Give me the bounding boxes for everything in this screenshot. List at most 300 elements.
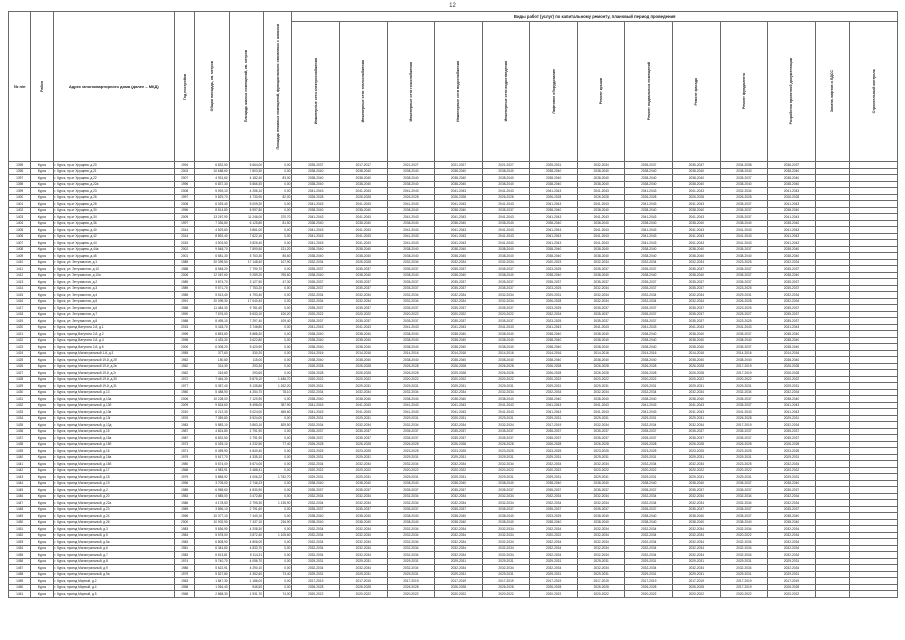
row-living-area: 7 753,20 — [229, 285, 263, 292]
row-address: г. Курск, проезд Магистральный, д.13в — [53, 409, 174, 416]
row-year: 1985 — [175, 259, 195, 266]
row-work-period: 2017-2019 — [482, 578, 530, 585]
row-work-period: 2038-2040 — [673, 220, 721, 227]
row-work-period: 2026-2028 — [482, 370, 530, 377]
row-work-period: 2038-2040 — [577, 253, 625, 260]
row-number: 1452 — [9, 532, 31, 539]
row-total-area: 4 433,30 — [195, 337, 229, 344]
row-work-period: 2038-2040 — [625, 253, 673, 260]
row-year: 1983 — [175, 493, 195, 500]
row-work-period: 2038-2040 — [577, 337, 625, 344]
row-work-period: 2020-2022 — [482, 376, 530, 383]
row-work-period: 2041-2043 — [292, 409, 340, 416]
row-work-period: 2038-2040 — [482, 253, 530, 260]
row-address: г. Курск, проезд Магистральный, д.13а — [53, 396, 174, 403]
row-work-period: 2032-2034 — [530, 545, 578, 552]
row-work-period: 2041-2043 — [577, 402, 625, 409]
row-work-period: 2035-2037 — [625, 285, 673, 292]
row-year: 1988 — [175, 305, 195, 312]
row-address: г. Курск, пр-кт Хрущева, д.36 — [53, 220, 174, 227]
row-work-period: 2038-2040 — [340, 480, 388, 487]
row-address: г. Курск, пр-кт Хрущева, д.28 — [53, 201, 174, 208]
row-work-period: 2041-2043 — [673, 233, 721, 240]
row-number: 1410 — [9, 259, 31, 266]
row-work-period: 2020-2022 — [530, 376, 578, 383]
header-num: № п/п — [9, 12, 31, 162]
row-work-period: 2041-2043 — [292, 227, 340, 234]
row-district: Курск — [31, 454, 53, 461]
row-district: Курск — [31, 467, 53, 474]
row-work-period: 2017-2019 — [768, 578, 816, 585]
row-nonliving-area: 0,00 — [264, 337, 292, 344]
row-work-period: 2032-2034 — [577, 532, 625, 539]
row-nonliving-area: 73,40 — [264, 571, 292, 578]
row-work-period: 2041-2043 — [530, 233, 578, 240]
row-work-period: 2038-2040 — [625, 513, 673, 520]
row-work-period: 2032-2034 — [387, 422, 435, 429]
row-work-period: 2032-2034 — [435, 461, 483, 468]
row-work-period: 2032-2034 — [435, 298, 483, 305]
row-living-area: 4 840,40 — [229, 448, 263, 455]
row-year: 2008 — [175, 188, 195, 195]
row-total-area: 4 529,60 — [195, 227, 229, 234]
row-district: Курск — [31, 571, 53, 578]
row-work-period: 2032-2034 — [720, 493, 768, 500]
row-work-period: 2014-2016 — [625, 350, 673, 357]
row-work-period: 2038-2040 — [482, 480, 530, 487]
row-living-area: 7 622,10 — [229, 233, 263, 240]
row-living-area: 4 833,70 — [229, 545, 263, 552]
row-work-period: 2026-2028 — [387, 584, 435, 591]
row-work-period: 2032-2034 — [435, 545, 483, 552]
row-work-period: 2026-2028 — [482, 194, 530, 201]
row-work-period: 2038-2040 — [530, 207, 578, 214]
row-nonliving-area: 1 135,90 — [264, 500, 292, 507]
row-work-period: 2026-2028 — [292, 441, 340, 448]
row-work-period: 2023-2025 — [530, 266, 578, 273]
row-work-period: 2038-2040 — [625, 207, 673, 214]
row-work-period: 2038-2040 — [292, 168, 340, 175]
row-number: 1408 — [9, 246, 31, 253]
row-work-period: 2038-2040 — [673, 246, 721, 253]
row-living-area: 4 056,70 — [229, 558, 263, 565]
row-work-period: 2041-2043 — [625, 233, 673, 240]
row-district: Курск — [31, 376, 53, 383]
row-number: 1458 — [9, 571, 31, 578]
row-work-period: 2041-2043 — [435, 188, 483, 195]
row-work-period: 2032-2034 — [625, 545, 673, 552]
row-work-period: 2035-2037 — [673, 162, 721, 169]
row-number: 1417 — [9, 305, 31, 312]
row-work-period: 2026-2028 — [625, 194, 673, 201]
row-work-period: 2038-2040 — [340, 253, 388, 260]
row-work-period: 2035-2037 — [720, 214, 768, 221]
row-year: 1983 — [175, 526, 195, 533]
row-total-area: 6 212,30 — [195, 409, 229, 416]
row-total-area: 10 377,10 — [195, 513, 229, 520]
row-address: г. Курск, ул. Энтузиастов, д.8 — [53, 318, 174, 325]
row-number: 1412 — [9, 272, 31, 279]
row-work-period: 2038-2040 — [768, 513, 816, 520]
row-total-area: 4 824,80 — [195, 428, 229, 435]
row-address: г. Курск, проезд Магистральный, д.5 — [53, 532, 174, 539]
row-year: 1979 — [175, 474, 195, 481]
row-work-period: 2041-2043 — [340, 409, 388, 416]
row-year: 1979 — [175, 571, 195, 578]
row-district: Курск — [31, 500, 53, 507]
row-work-period: 2038-2040 — [292, 513, 340, 520]
row-work-period: 2029-2031 — [387, 571, 435, 578]
row-work-period: 2029-2031 — [673, 415, 721, 422]
row-district: Курск — [31, 201, 53, 208]
row-work-period: 2032-2034 — [387, 259, 435, 266]
row-work-period: 2023-2025 — [720, 448, 768, 455]
row-address: г. Курск, проезд Мирный, д.2 — [53, 578, 174, 585]
row-work-period: 2032-2034 — [673, 539, 721, 546]
row-work-period: 2038-2040 — [482, 175, 530, 182]
row-year: 2000 — [175, 519, 195, 526]
row-living-area: 4 806,00 — [229, 539, 263, 546]
row-number: 1440 — [9, 454, 31, 461]
row-work-period: 2041-2043 — [625, 240, 673, 247]
row-work-period: 2041-2043 — [768, 240, 816, 247]
row-work-period: 2032-2034 — [340, 389, 388, 396]
row-living-area: 2 791,90 — [229, 435, 263, 442]
row-work-period: 2038-2040 — [768, 272, 816, 279]
row-work-period: 2038-2040 — [530, 357, 578, 364]
row-work-period: 2032-2034 — [673, 500, 721, 507]
row-work-period: 2029-2028 — [435, 370, 483, 377]
row-nonliving-area: 370,70 — [264, 214, 292, 221]
row-work-period: 2032-2034 — [340, 565, 388, 572]
row-district: Курск — [31, 318, 53, 325]
header-work-label: Инженерные сети газоснабжения — [408, 61, 413, 122]
row-address: г. Курск, проезд Магистральный, д.26 — [53, 519, 174, 526]
row-district: Курск — [31, 584, 53, 591]
row-work-period: 2038-2040 — [625, 480, 673, 487]
header-work-label: Ремонт подвальных помещений — [646, 62, 651, 121]
row-work-period: 2038-2040 — [577, 396, 625, 403]
row-district: Курск — [31, 526, 53, 533]
row-work-period: 2014-2016 — [340, 350, 388, 357]
row-number: 1403 — [9, 214, 31, 221]
row-address: г. Курск, проезд Магистральный, д.13 — [53, 389, 174, 396]
row-work-period: 2029-2031 — [530, 558, 578, 565]
row-address: г. Курск, проезд Ватутина 2-й, д.4 — [53, 337, 174, 344]
row-year: 1968 — [175, 591, 195, 598]
row-work-period: 2038-2040 — [530, 331, 578, 338]
row-work-period: 2041-2043 — [625, 402, 673, 409]
row-work-period: 2041-2043 — [577, 201, 625, 208]
row-nonliving-area: 0,00 — [264, 188, 292, 195]
row-work-period: 2035-2037 — [673, 506, 721, 513]
row-work-period: 2026-2028 — [340, 194, 388, 201]
row-work-period: 2038-2040 — [435, 480, 483, 487]
row-nonliving-area: 0,00 — [264, 285, 292, 292]
row-year: 1986 — [175, 500, 195, 507]
row-address: г. Курск, пр-кт Хрущева, д.30 — [53, 207, 174, 214]
row-work-period: 2035-2037 — [720, 513, 768, 520]
row-year: 2006 — [175, 396, 195, 403]
header-year — [175, 12, 195, 162]
row-work-period: 2035-2037 — [720, 201, 768, 208]
row-work-period: 2029-2031 — [435, 558, 483, 565]
row-work-empty — [815, 591, 849, 598]
row-work-period: 2020-2022 — [530, 532, 578, 539]
row-work-period: 2017-2017 — [340, 162, 388, 169]
row-district: Курск — [31, 324, 53, 331]
row-work-period: 2020-2022 — [530, 467, 578, 474]
row-work-period: 2041-2043 — [625, 227, 673, 234]
row-living-area: 5 135,80 — [229, 383, 263, 390]
row-work-period: 2029-2031 — [577, 474, 625, 481]
row-work-period: 2038-2040 — [482, 396, 530, 403]
row-work-period: 2029-2031 — [292, 571, 340, 578]
row-work-period: 2029-2031 — [340, 383, 388, 390]
row-year: 1972 — [175, 376, 195, 383]
row-living-area: 5 664,00 — [229, 162, 263, 169]
row-work-period: 2038-2040 — [292, 396, 340, 403]
row-total-area: 6 613,81 — [195, 552, 229, 559]
row-work-period: 2038-2040 — [482, 344, 530, 351]
row-address: г. Курск, проезд Ватутина 2-й, д.1 — [53, 324, 174, 331]
row-total-area: 8 892,40 — [195, 233, 229, 240]
row-work-period: 2038-2040 — [387, 337, 435, 344]
row-work-period: 2038-2040 — [577, 175, 625, 182]
row-work-period: 2020-2022 — [530, 591, 578, 598]
row-work-period: 2038-2040 — [577, 480, 625, 487]
row-work-period: 2038-2040 — [625, 272, 673, 279]
row-work-period: 2026-2028 — [340, 259, 388, 266]
row-year: 2015 — [175, 240, 195, 247]
header-work-label: Инженерные сети теплоснабжения — [361, 60, 366, 123]
row-work-period: 2029-2031 — [482, 571, 530, 578]
header-living-area-label: Площадь жилых помещений, кв. метров — [244, 50, 249, 123]
row-address: г. Курск, проезд Магистральный, д.9 — [53, 565, 174, 572]
row-living-area: 3 748,80 — [229, 324, 263, 331]
row-year: 1996 — [175, 513, 195, 520]
row-year: 2010 — [175, 409, 195, 416]
row-district: Курск — [31, 194, 53, 201]
row-address: г. Курск, проезд Магистральный, д.23 — [53, 506, 174, 513]
row-nonliving-area: 109,40 — [264, 318, 292, 325]
row-work-period: 2038-2040 — [387, 480, 435, 487]
row-year: 2015 — [175, 324, 195, 331]
row-address: г. Курск, проезд Магистральный, д.24 — [53, 513, 174, 520]
row-work-period: 2032-2034 — [673, 545, 721, 552]
header-total-area — [195, 12, 229, 162]
row-total-area: 6 832,50 — [195, 435, 229, 442]
row-work-period: 2038-2040 — [720, 357, 768, 364]
row-work-period: 2029-2031 — [340, 571, 388, 578]
row-district: Курск — [31, 175, 53, 182]
row-nonliving-area: 74,00 — [264, 591, 292, 598]
row-work-period: 2038-2040 — [577, 357, 625, 364]
row-address: г. Курск, проезд Магистральный, д.19 — [53, 480, 174, 487]
row-work-period: 2032-2034 — [340, 526, 388, 533]
row-work-period: 2041-2043 — [577, 233, 625, 240]
row-nonliving-area: 0,00 — [264, 558, 292, 565]
row-nonliving-area: 0,00 — [264, 331, 292, 338]
row-nonliving-area: 0,00 — [264, 578, 292, 585]
row-work-period: 2038-2040 — [530, 175, 578, 182]
row-work-period: 2038-2040 — [577, 220, 625, 227]
row-nonliving-area: 0,00 — [264, 565, 292, 572]
row-work-period: 2038-2040 — [720, 337, 768, 344]
row-nonliving-area: 465,60 — [264, 409, 292, 416]
row-work-period: 2026-2028 — [435, 194, 483, 201]
row-work-period: 2032-2034 — [625, 422, 673, 429]
row-number: 1404 — [9, 220, 31, 227]
row-work-period: 2038-2040 — [720, 168, 768, 175]
header-work-1 — [340, 22, 388, 162]
row-work-period: 2041-2043 — [768, 233, 816, 240]
row-work-period: 2035-2037 — [625, 162, 673, 169]
row-living-area: 9 289,20 — [229, 272, 263, 279]
row-work-period: 2014-2016 — [435, 350, 483, 357]
row-year: 2014 — [175, 227, 195, 234]
header-work-11 — [815, 22, 849, 162]
row-work-period: 2035-2037 — [673, 266, 721, 273]
row-year: 1991 — [175, 298, 195, 305]
row-work-period: 2032-2034 — [720, 545, 768, 552]
row-work-period: 2026-2028 — [292, 363, 340, 370]
row-year: 1968 — [175, 467, 195, 474]
row-work-period: 2026-2028 — [577, 441, 625, 448]
header-work-label: Ремонт фасада — [694, 77, 699, 106]
row-nonliving-area: 78,10 — [264, 389, 292, 396]
row-work-period: 2032-2034 — [292, 422, 340, 429]
row-work-period: 2035-2037 — [720, 487, 768, 494]
row-total-area: 7 576,00 — [195, 311, 229, 318]
row-work-period: 2029-2031 — [720, 571, 768, 578]
header-work-label: Инженерные сети водоотведения — [503, 61, 508, 122]
row-address: г. Курск, ул. Энтузиастов, д.6 — [53, 305, 174, 312]
row-work-period: 2035-2037 — [673, 311, 721, 318]
row-work-period: 2029-2031 — [625, 383, 673, 390]
header-work-12 — [850, 22, 898, 162]
header-work-7 — [625, 22, 673, 162]
row-work-period: 2026-2028 — [530, 584, 578, 591]
row-work-period: 2041-2043 — [387, 214, 435, 221]
row-work-period: 2041-2043 — [530, 201, 578, 208]
row-nonliving-area: 1 486,70 — [264, 376, 292, 383]
row-nonliving-area: 1 262,20 — [264, 383, 292, 390]
row-address: г. Курск, проезд Магистральный 19-й, д.2г — [53, 370, 174, 377]
overhaul-schedule-table — [8, 11, 898, 598]
row-work-period: 2032-2034 — [577, 565, 625, 572]
row-work-period: 2032-2034 — [435, 526, 483, 533]
row-work-period: 2038-2040 — [387, 519, 435, 526]
row-work-period: 2032-2034 — [673, 565, 721, 572]
row-work-period: 2017-2019 — [720, 584, 768, 591]
row-total-area: 9 818,60 — [195, 402, 229, 409]
row-nonliving-area: 0,00 — [264, 552, 292, 559]
row-work-period: 2041-2043 — [673, 227, 721, 234]
row-work-period: 2032-2034 — [768, 259, 816, 266]
row-work-period: 2034-2038 — [720, 162, 768, 169]
row-nonliving-area: 0,00 — [264, 454, 292, 461]
row-work-period: 2032-2034 — [625, 493, 673, 500]
row-number: 1419 — [9, 318, 31, 325]
row-address: г. Курск, проезд Магистральный 19-й, д.30 — [53, 376, 174, 383]
row-work-period: 2032-2034 — [530, 311, 578, 318]
row-work-period: 2038-2040 — [530, 396, 578, 403]
row-nonliving-area: 765,60 — [264, 272, 292, 279]
row-work-period: 2032-2034 — [435, 539, 483, 546]
row-work-period: 2035-2037 — [530, 428, 578, 435]
row-work-period: 2038-2040 — [577, 207, 625, 214]
row-work-period: 2026-2028 — [387, 194, 435, 201]
row-living-area: 5 866,30 — [229, 181, 263, 188]
row-work-period: 2035-2037 — [435, 285, 483, 292]
row-work-period: 2038-2040 — [340, 344, 388, 351]
row-work-period: 2035-2037 — [720, 175, 768, 182]
row-work-period: 2038-2040 — [292, 357, 340, 364]
row-living-area: 7 297,40 — [229, 318, 263, 325]
row-work-period: 2032-2034 — [720, 500, 768, 507]
row-address: г. Курск, ул. Энтузиастов, д.1 — [53, 259, 174, 266]
row-work-period: 2041-2043 — [292, 240, 340, 247]
row-work-period: 2020-2022 — [435, 376, 483, 383]
row-living-area: 1 186,00 — [229, 578, 263, 585]
row-work-period: 2038-2040 — [768, 396, 816, 403]
row-work-period: 2032-2034 — [577, 493, 625, 500]
row-work-period: 2041-2043 — [387, 409, 435, 416]
row-district: Курск — [31, 370, 53, 377]
row-work-period: 2035-2037 — [340, 266, 388, 273]
row-work-period: 2038-2040 — [435, 272, 483, 279]
header-work-4 — [482, 22, 530, 162]
row-work-period: 2032-2034 — [673, 389, 721, 396]
row-work-period: 2029-2031 — [625, 474, 673, 481]
row-number: 1422 — [9, 337, 31, 344]
row-work-period: 2041-2043 — [530, 402, 578, 409]
row-work-period: 2038-2040 — [577, 519, 625, 526]
row-work-period: 2026-2028 — [340, 441, 388, 448]
row-work-period: 2020-2022 — [292, 376, 340, 383]
row-work-period: 2032-2034 — [482, 259, 530, 266]
row-total-area: 5 858,92 — [195, 474, 229, 481]
row-number: 1446 — [9, 493, 31, 500]
row-work-period: 2032-2034 — [340, 461, 388, 468]
row-work-period: 2038-2040 — [673, 480, 721, 487]
row-work-period: 2021-2027 — [387, 162, 435, 169]
row-work-period: 2032-2034 — [768, 565, 816, 572]
row-work-period: 2026-2028 — [625, 363, 673, 370]
row-work-period: 2035-2037 — [292, 435, 340, 442]
header-district-label: Район — [39, 81, 44, 92]
row-work-period: 2038-2040 — [435, 246, 483, 253]
row-total-area: 5 488,90 — [195, 389, 229, 396]
row-nonliving-area: 0,00 — [264, 363, 292, 370]
row-address: г. Курск, проезд Магистральный, д.20 — [53, 493, 174, 500]
row-total-area: 3 896,10 — [195, 506, 229, 513]
row-work-period: 2032-2034 — [720, 188, 768, 195]
row-nonliving-area: 83,00 — [264, 175, 292, 182]
row-year: 2003 — [175, 168, 195, 175]
row-total-area: 10 228,00 — [195, 396, 229, 403]
row-district: Курск — [31, 441, 53, 448]
row-living-area: 7 437,10 — [229, 519, 263, 526]
row-year: 1989 — [175, 506, 195, 513]
row-work-period: 2029-2031 — [720, 558, 768, 565]
row-work-period: 2026-2028 — [340, 370, 388, 377]
row-work-period: 2020-2022 — [577, 376, 625, 383]
header-works-group: Виды работ (услуг) по капитальному ремонту, плановый период проведения — [292, 12, 898, 22]
row-nonliving-area: 0,00 — [264, 181, 292, 188]
row-district: Курск — [31, 331, 53, 338]
